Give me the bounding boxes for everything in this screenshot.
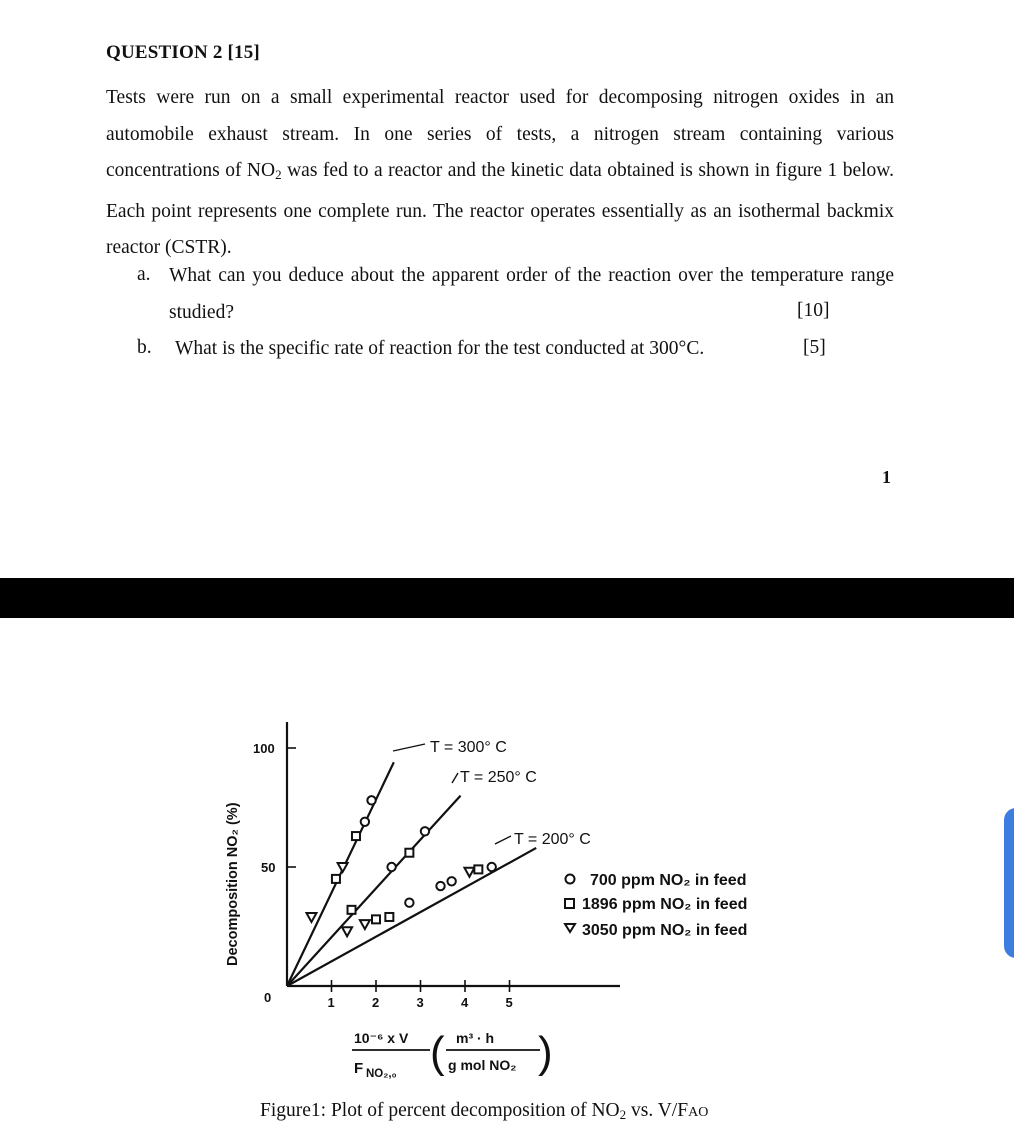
series-label-300: T = 300° C — [430, 739, 507, 756]
x-tick-label: 2 — [372, 995, 380, 1010]
caption-smallcaps: AO — [688, 1105, 709, 1120]
data-point-triangle — [338, 863, 348, 872]
data-point-circle — [387, 863, 395, 871]
chart-axes — [287, 722, 620, 986]
data-point-triangle — [464, 868, 474, 877]
x-label-numerator: 10⁻⁶ x V — [354, 1030, 409, 1046]
question-heading: QUESTION 2 [15] — [106, 42, 260, 63]
data-point-triangle — [342, 927, 352, 936]
page-number: 1 — [882, 467, 891, 487]
data-point-square — [348, 906, 356, 914]
legend-triangle-icon — [565, 924, 575, 932]
legend-item-1896: 1896 ppm NO₂ in feed — [582, 896, 748, 913]
page-divider-bar — [0, 578, 1014, 618]
unit-numerator: m³ · h — [456, 1030, 495, 1046]
part-a-marks: [10] — [797, 300, 830, 321]
legend — [565, 872, 747, 939]
leader-250 — [452, 773, 458, 783]
data-point-circle — [436, 882, 444, 890]
question-intro — [106, 80, 894, 267]
data-point-triangle — [306, 913, 316, 922]
unit-denominator: g mol NO₂ — [448, 1057, 517, 1073]
series-label-200: T = 200° C — [514, 831, 591, 848]
intro-text-2: was fed to a reactor and the kinetic data obtained is shown in figure 1 below. Each point represents one complete run. The reactor operates essentially as an isothermal backmix reactor (CSTR). — [106, 160, 894, 258]
part-a-text: What can you deduce about the apparent order of the reaction over the temperature range studied? — [169, 265, 894, 323]
legend-circle-icon — [566, 875, 575, 884]
x-tick-label: 5 — [505, 995, 513, 1010]
intro-subscript: 2 — [275, 167, 282, 182]
x-axis-label — [352, 1028, 553, 1080]
data-point-square — [405, 849, 413, 857]
data-point-circle — [367, 796, 375, 804]
y-axis-label: Decomposition NO₂ (%) — [225, 802, 241, 966]
data-point-square — [372, 915, 380, 923]
x-label-denominator: F — [354, 1060, 364, 1077]
caption-text-post: vs. V/F — [626, 1100, 689, 1121]
figure-1-chart — [0, 618, 1014, 1098]
legend-square-icon — [565, 899, 574, 908]
left-paren: ( — [430, 1028, 445, 1077]
data-point-circle — [447, 877, 455, 885]
data-point-circle — [488, 863, 496, 871]
part-b-text: What is the specific rate of reaction for the test conducted at 300°C. — [175, 338, 705, 359]
part-b-marks: [5] — [803, 337, 826, 358]
right-paren: ) — [538, 1028, 553, 1077]
leader-200 — [495, 836, 511, 844]
data-point-square — [385, 913, 393, 921]
data-point-square — [352, 832, 360, 840]
part-a-label: a. — [137, 264, 151, 285]
origin-label: 0 — [264, 990, 272, 1005]
y-tick-label: 50 — [261, 860, 276, 875]
data-point-circle — [361, 818, 369, 826]
data-point-circle — [405, 899, 413, 907]
leader-300 — [393, 744, 425, 751]
caption-subscript: 2 — [619, 1107, 627, 1122]
legend-item-3050: 3050 ppm NO₂ in feed — [582, 922, 748, 939]
data-point-square — [332, 875, 340, 883]
x-tick-label: 3 — [416, 995, 424, 1010]
x-tick-label: 1 — [327, 995, 335, 1010]
series-line-2 — [287, 848, 536, 986]
data-point-triangle — [360, 920, 370, 929]
x-tick-label: 4 — [461, 995, 469, 1010]
data-markers — [306, 796, 495, 936]
series-line-1 — [287, 796, 461, 986]
data-point-square — [474, 865, 482, 873]
x-label-denominator-sub: NO₂,₀ — [366, 1068, 397, 1080]
y-tick-label: 100 — [253, 741, 275, 756]
intro-text-1: Tests were run on a small experimental reactor used for decomposing nitrogen oxides in an automobile exhaust stream. In one series of tests, a nitrogen stream containing various concentrations of NO — [106, 87, 894, 181]
legend-item-700: 700 ppm NO₂ in feed — [590, 872, 747, 889]
series-label-250: T = 250° C — [460, 769, 537, 786]
caption-text: Figure1: Plot of percent decomposition of NO — [260, 1100, 620, 1121]
data-point-circle — [421, 827, 429, 835]
series-lines — [287, 762, 536, 986]
part-b-label: b. — [137, 337, 152, 358]
figure-caption — [260, 1100, 708, 1123]
